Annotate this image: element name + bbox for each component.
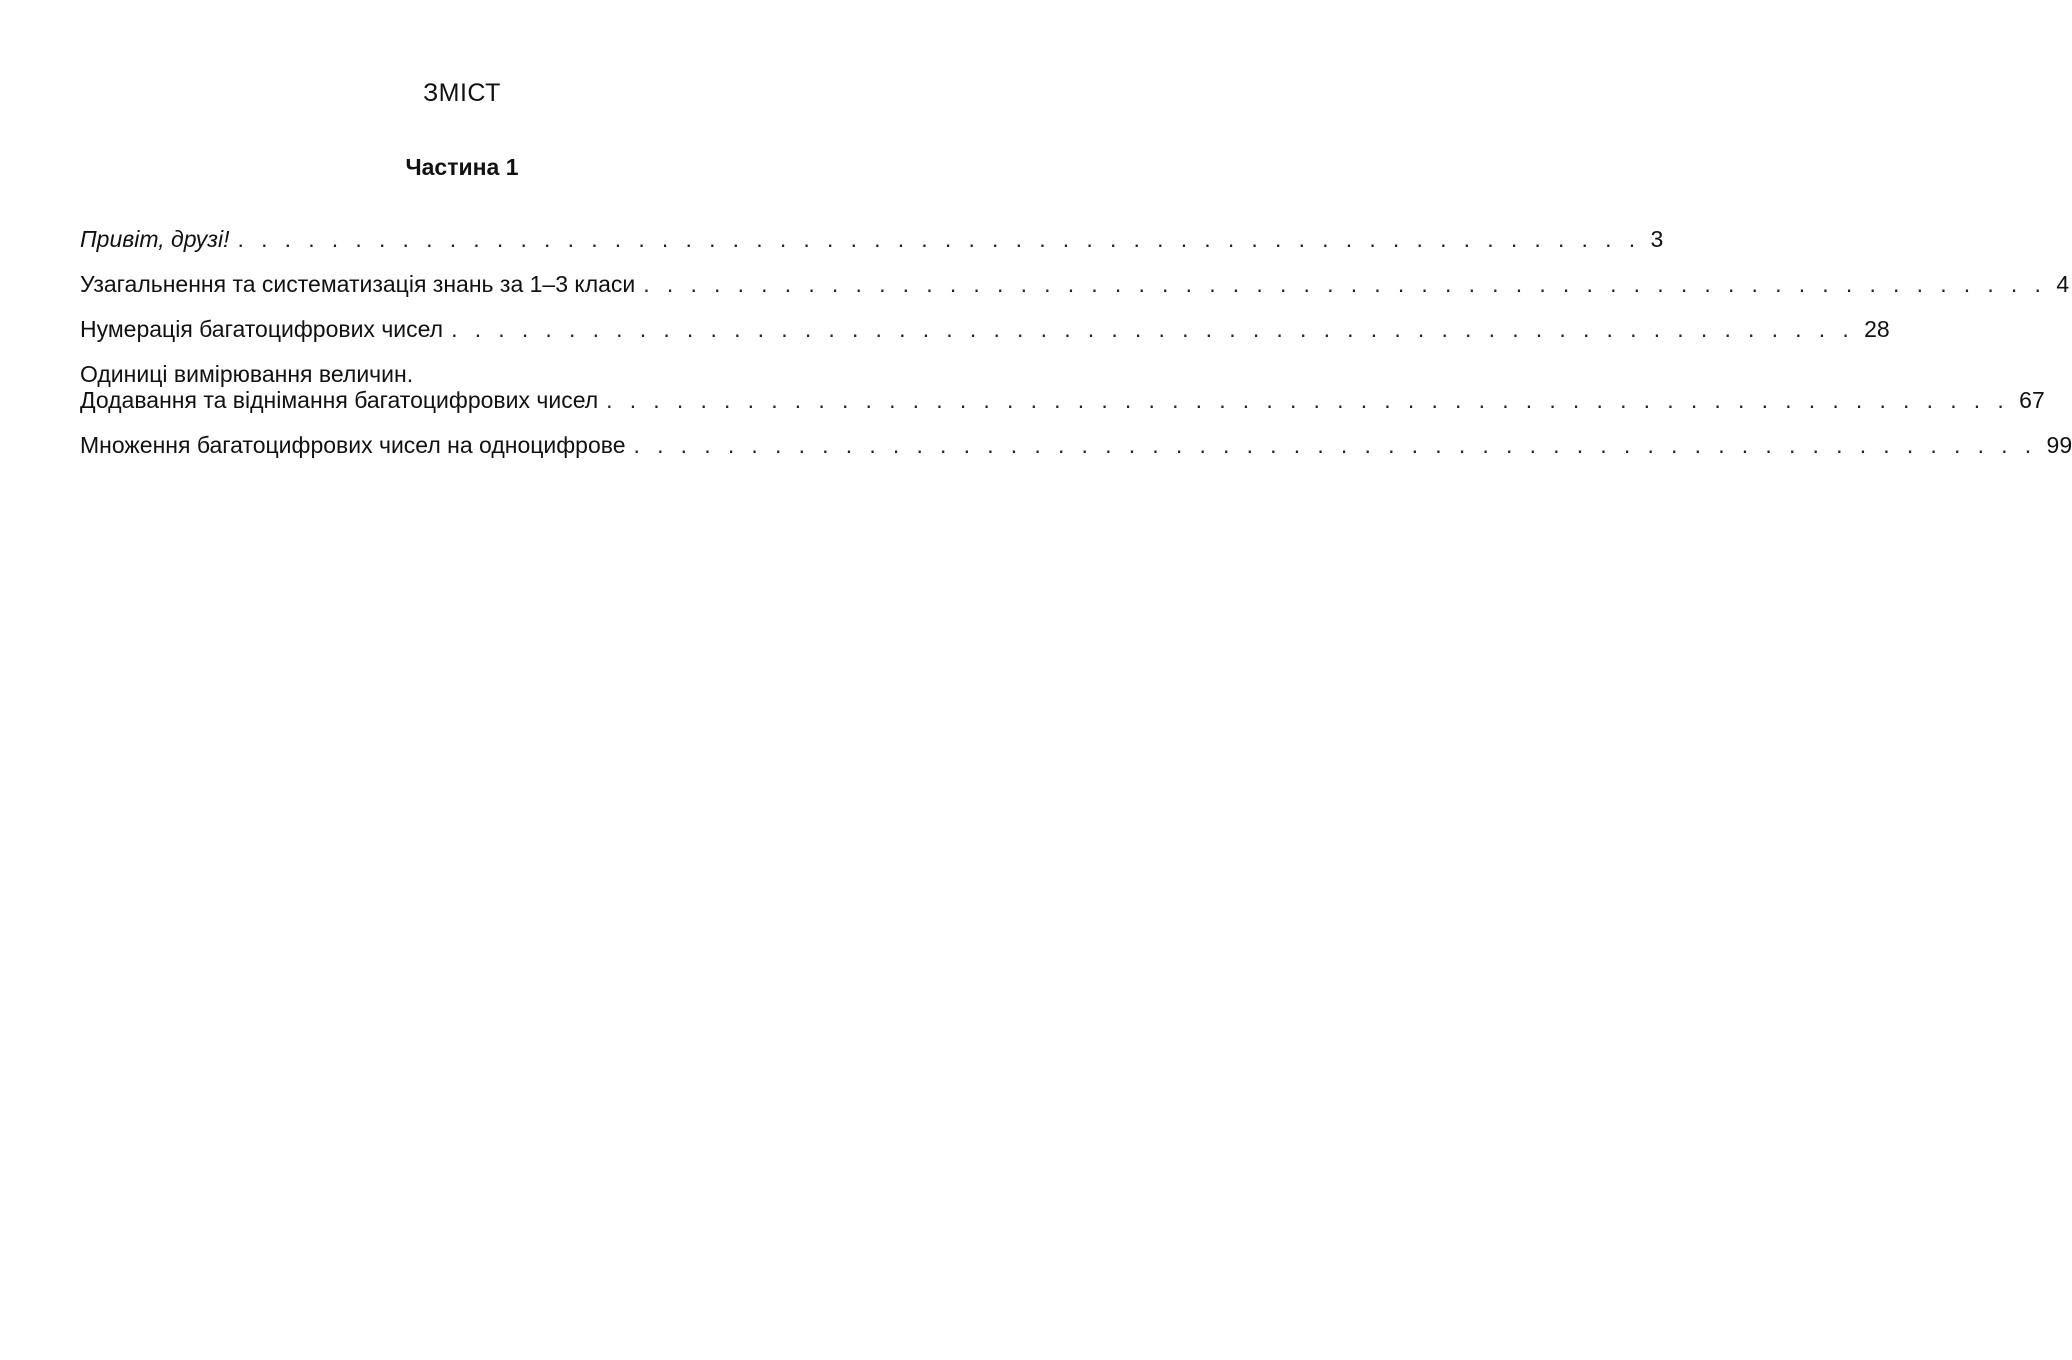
toc-entry[interactable] — [80, 432, 2072, 458]
toc-dot-leader: . . . . . . . . . . . . . . . . . . . . . . . . . . . . . . . . . . . . . . . . . . . . . . . . . . . . . . . . . . . . — [451, 316, 1855, 342]
toc-line — [80, 271, 2070, 297]
toc-entry-label: Привіт, друзі! — [80, 226, 230, 252]
toc-line — [80, 316, 1890, 342]
part-title: Частина 1 — [405, 154, 519, 180]
toc-entry-label-first-line: Одиниці вимірювання величин. — [80, 361, 414, 387]
toc-entry-label: Узагальнення та систематизація знань за 1–3 класи — [80, 271, 636, 297]
toc-line — [80, 226, 1664, 252]
toc-line — [80, 387, 2045, 413]
toc-entry-page-number: 3 — [1650, 226, 1664, 252]
toc-entry-label: Нумерація багатоцифрових чисел — [80, 316, 444, 342]
toc-entry-label: Додавання та віднімання багатоцифрових чисел — [80, 387, 599, 413]
toc-entry-page-number: 67 — [2019, 387, 2045, 413]
toc-dot-leader: . . . . . . . . . . . . . . . . . . . . . . . . . . . . . . . . . . . . . . . . . . . . . . . . . . . . . . . . . . . . — [606, 387, 2010, 413]
toc-entry-page-number: 4 — [2056, 271, 2070, 297]
toc-line — [80, 432, 2072, 458]
contents-title: ЗМІСТ — [423, 79, 501, 107]
toc-entry[interactable] — [80, 226, 1664, 252]
toc-entry-label: Множення багатоцифрових чисел на одноцифрове — [80, 432, 626, 458]
toc-entry-page-number: 99 — [2046, 432, 2072, 458]
toc-dot-leader: . . . . . . . . . . . . . . . . . . . . . . . . . . . . . . . . . . . . . . . . . . . . . . . . . . . . . . . . . . . . — [237, 226, 1641, 252]
toc-entry[interactable] — [80, 361, 2045, 413]
toc-dot-leader: . . . . . . . . . . . . . . . . . . . . . . . . . . . . . . . . . . . . . . . . . . . . . . . . . . . . . . . . . . . . — [643, 271, 2047, 297]
toc-entry[interactable] — [80, 316, 1890, 342]
table-of-contents — [80, 226, 2072, 477]
toc-dot-leader: . . . . . . . . . . . . . . . . . . . . . . . . . . . . . . . . . . . . . . . . . . . . . . . . . . . . . . . . . . . . — [633, 432, 2037, 458]
toc-entry-page-number: 28 — [1864, 316, 1890, 342]
toc-entry[interactable] — [80, 271, 2070, 297]
